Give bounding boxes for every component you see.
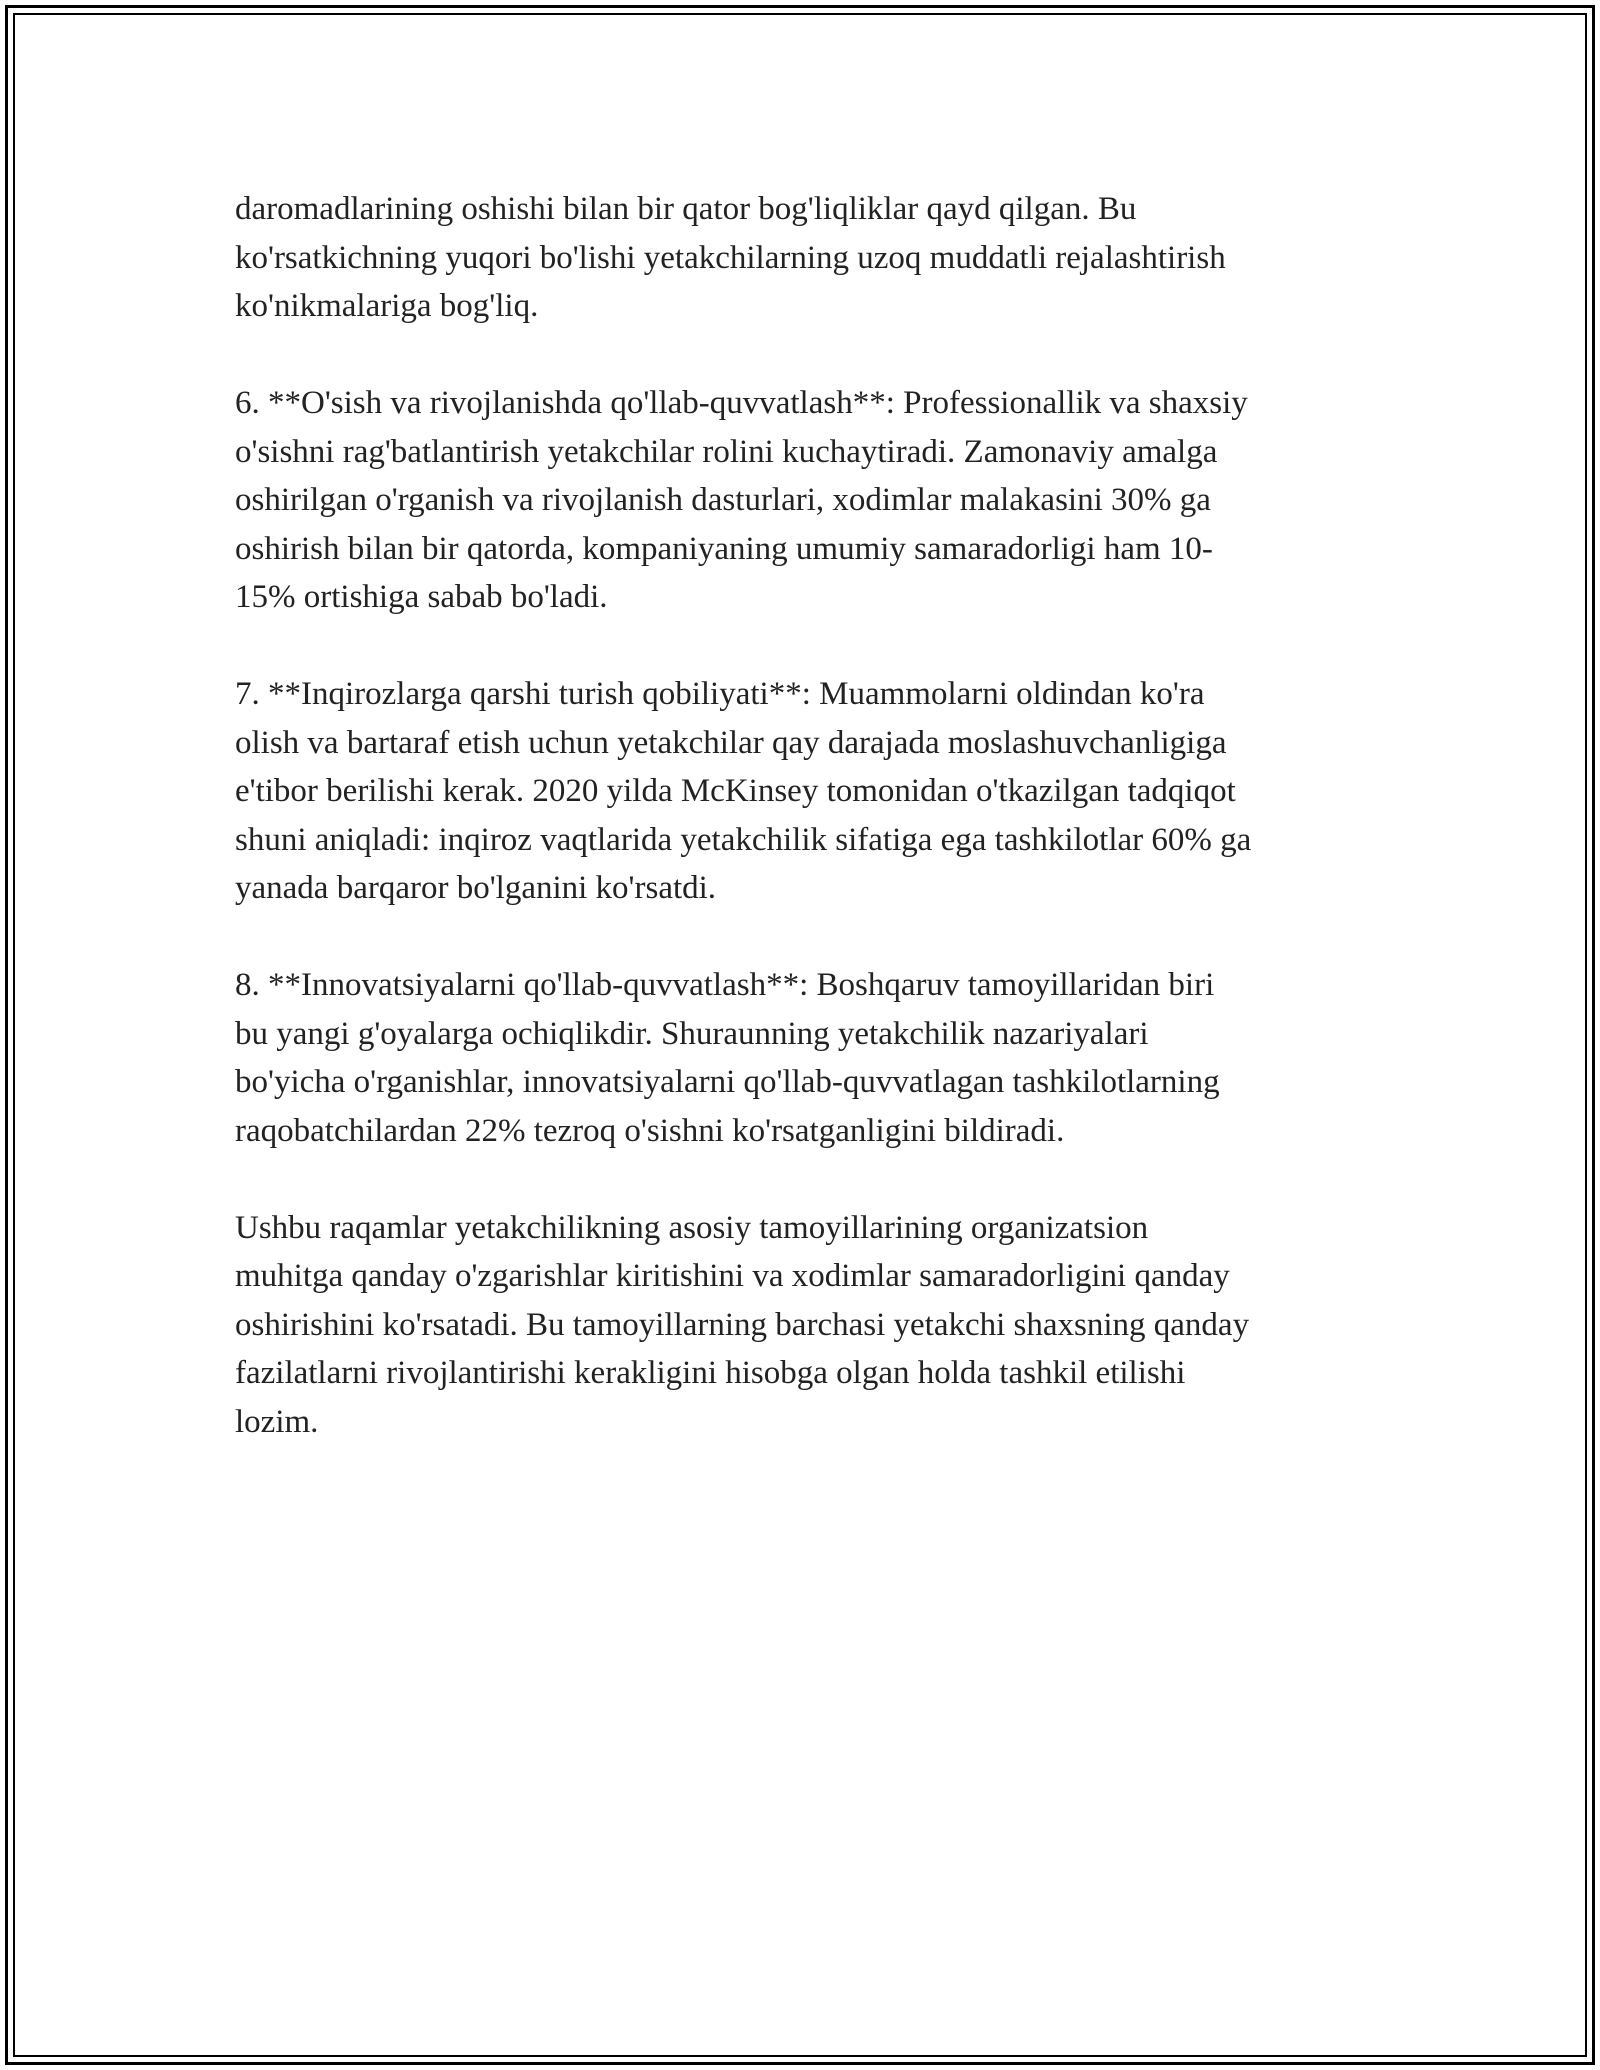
paragraph-item-6: 6. **O'sish va rivojlanishda qo'llab-quvvatlash**: Professionallik va shaxsiy o'sishni rag'batlantirish yetakchilar rolini kuchaytiradi. Zamonaviy amalga oshirilgan o'rganish va rivojlanish dasturlari, xodimlar malakasini 30% ga oshirish bilan bir qatorda, kompaniyaning umumiy samaradorligi ham 10- 15% ortishiga sabab bo'ladi.	[235, 385, 1248, 615]
paragraph-item-7: 7. **Inqirozlarga qarshi turish qobiliyati**: Muammolarni oldindan ko'ra olish va bartaraf etish uchun yetakchilar qay darajada moslashuvchanligiga e'tibor berilishi kerak. 2020 yilda McKinsey tomonidan o'tkazilgan tadqiqot shuni aniqladi: inqiroz vaqtlarida yetakchilik sifatiga ega tashkilotlar 60% ga yanada barqaror bo'lganini ko'rsatdi.	[235, 676, 1252, 906]
paragraph-continuation: daromadlarining oshishi bilan bir qator bog'liqliklar qayd qilgan. Bu ko'rsatkichning yuqori bo'lishi yetakchilarning uzoq muddatli rejalashtirish ko'nikmalariga bog'liq.	[235, 191, 1226, 324]
document-body	[235, 185, 1395, 1495]
paragraph-conclusion: Ushbu raqamlar yetakchilikning asosiy tamoyillarining organizatsion muhitga qanday o'zgarishlar kiritishini va xodimlar samaradorligini qanday oshirishini ko'rsatadi. Bu tamoyillarning barchasi yetakchi shaxsning qanday fazilatlarni rivojlantirishi kerakligini hisobga olgan holda tashkil etilishi lozim.	[235, 1209, 1250, 1440]
paragraph-item-8: 8. **Innovatsiyalarni qo'llab-quvvatlash**: Boshqaruv tamoyillaridan biri bu yangi g'oyalarga ochiqlikdir. Shuraunning yetakchilik nazariyalari bo'yicha o'rganishlar, innovatsiyalarni qo'llab-quvvatlagan tashkilotlarning raqobatchilardan 22% tezroq o'sishni ko'rsatganligini bildiradi.	[235, 967, 1220, 1149]
